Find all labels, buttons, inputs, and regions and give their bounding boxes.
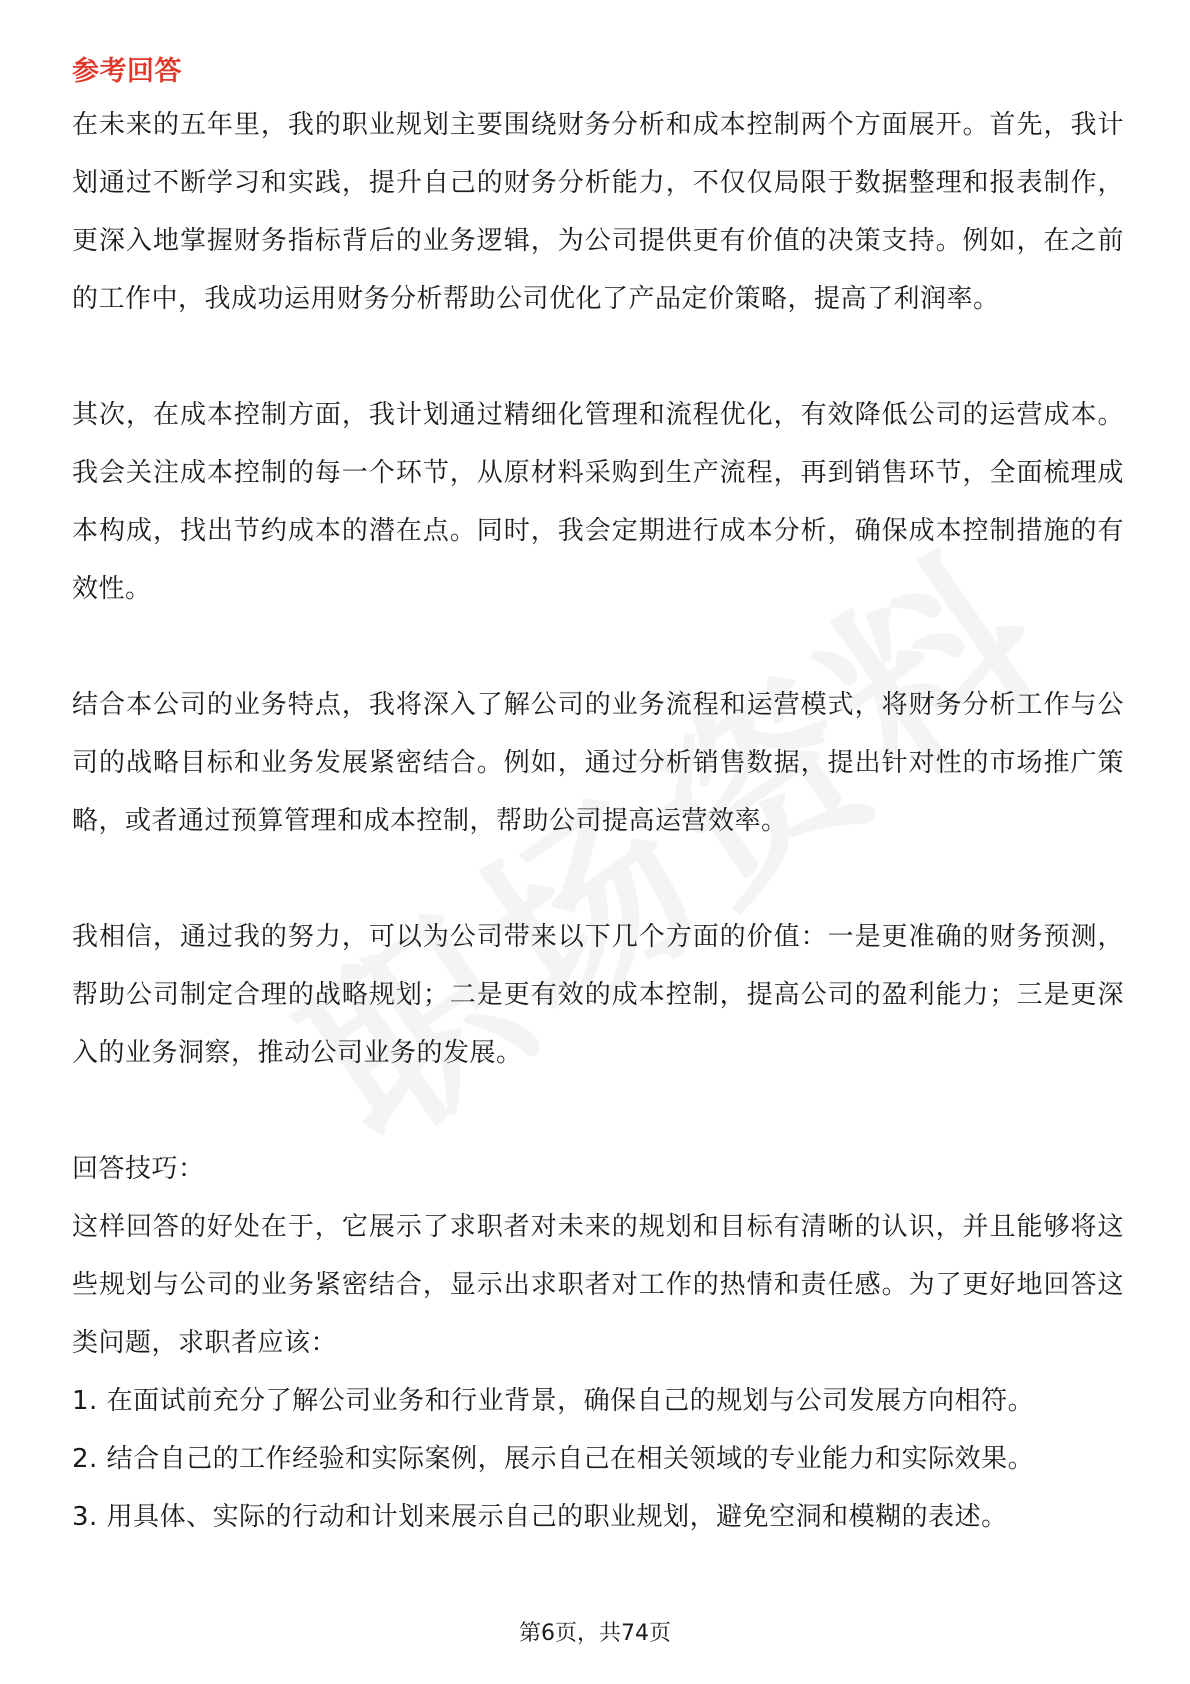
tips-heading: 回答技巧： — [72, 1154, 205, 1184]
paragraph-spacer — [72, 328, 1124, 386]
paragraph-1: 在未来的五年里，我的职业规划主要围绕财务分析和成本控制两个方面展开。首先，我计划通过不断学习和实践，提升自己的财务分析能力，不仅仅局限于数据整理和报表制作，更深入地掌握财务指标背后的业务逻辑，为公司提供更有价值的决策支持。例如，在之前的工作中，我成功运用财务分析帮助公司优化了产品定价策略，提高了利润率。 — [72, 110, 1124, 314]
tips-intro: 这样回答的好处在于，它展示了求职者对未来的规划和目标有清晰的认识，并且能够将这些规划与公司的业务紧密结合，显示出求职者对工作的热情和责任感。为了更好地回答这类问题，求职者应该： — [72, 1212, 1124, 1358]
paragraph-spacer — [72, 850, 1124, 908]
tips-list-item-1: 1. 在面试前充分了解公司业务和行业背景，确保自己的规划与公司发展方向相符。 — [72, 1386, 1035, 1416]
paragraph-4: 我相信，通过我的努力，可以为公司带来以下几个方面的价值：一是更准确的财务预测，帮助公司制定合理的战略规划；二是更有效的成本控制，提高公司的盈利能力；三是更深入的业务洞察，推动公司业务的发展。 — [72, 922, 1124, 1068]
tips-list-item-3: 3. 用具体、实际的行动和计划来展示自己的职业规划，避免空洞和模糊的表述。 — [72, 1502, 1008, 1532]
paragraph-spacer — [72, 618, 1124, 676]
paragraph-spacer — [72, 1082, 1124, 1140]
paragraph-2: 其次，在成本控制方面，我计划通过精细化管理和流程优化，有效降低公司的运营成本。我会关注成本控制的每一个环节，从原材料采购到生产流程，再到销售环节，全面梳理成本构成，找出节约成本的潜在点。同时，我会定期进行成本分析，确保成本控制措施的有效性。 — [72, 400, 1124, 604]
section-heading: 参考回答 — [72, 56, 182, 87]
document-body — [72, 48, 1124, 1546]
tips-list-item-2: 2. 结合自己的工作经验和实际案例，展示自己在相关领域的专业能力和实际效果。 — [72, 1444, 1035, 1474]
paragraph-3: 结合本公司的业务特点，我将深入了解公司的业务流程和运营模式，将财务分析工作与公司的战略目标和业务发展紧密结合。例如，通过分析销售数据，提出针对性的市场推广策略，或者通过预算管理和成本控制，帮助公司提高运营效率。 — [72, 690, 1124, 836]
page-number: 第6页，共74页 — [519, 1621, 671, 1646]
